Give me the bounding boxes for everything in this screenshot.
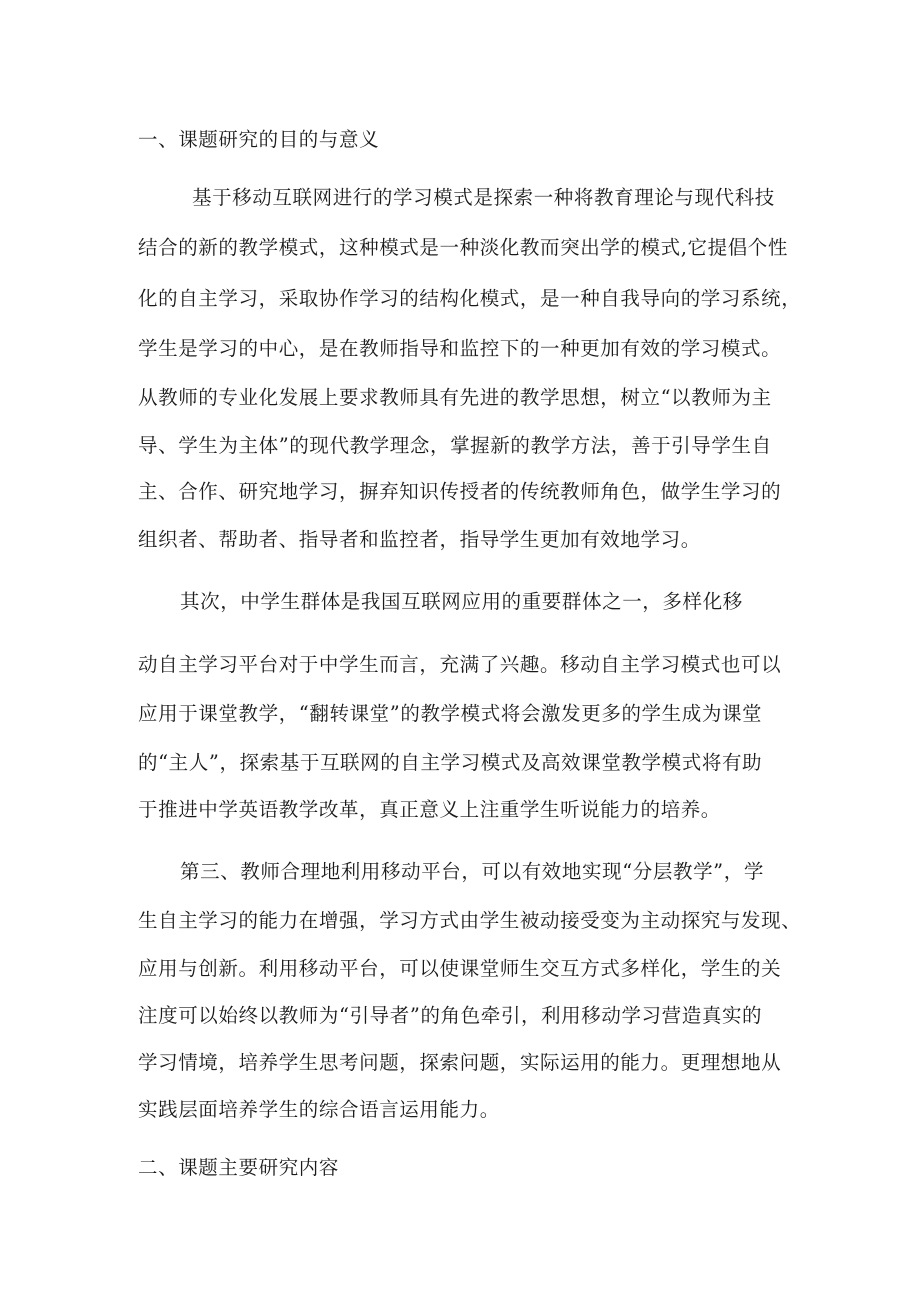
paragraph-line: 化的自主学习，采取协作学习的结构化模式，是一种自我导向的学习系统， bbox=[138, 287, 802, 310]
paragraph-line: 应用于课堂教学，“翻转课堂”的教学模式将会激发更多的学生成为课堂 bbox=[138, 702, 763, 725]
section-heading: 一、课题研究的目的与意义 bbox=[138, 128, 380, 151]
paragraph-line: 组织者、帮助者、指导者和监控者，指导学生更加有效地学习。 bbox=[138, 528, 701, 551]
paragraph-line: 第三、教师合理地利用移动平台，可以有效地实现“分层教学”，学 bbox=[180, 860, 764, 883]
paragraph-line: 于推进中学英语教学改革，真正意义上注重学生听说能力的培养。 bbox=[138, 798, 721, 821]
paragraph-line: 应用与创新。利用移动平台，可以使课堂师生交互方式多样化，学生的关 bbox=[138, 957, 782, 980]
paragraph-line: 其次，中学生群体是我国互联网应用的重要群体之一，多样化移 bbox=[180, 590, 743, 613]
paragraph-line: 基于移动互联网进行的学习模式是探索一种将教育理论与现代科技 bbox=[192, 186, 775, 209]
paragraph-line: 学生是学习的中心，是在教师指导和监控下的一种更加有效的学习模式。 bbox=[138, 337, 782, 360]
paragraph-line: 实践层面培养学生的综合语言运用能力。 bbox=[138, 1098, 500, 1121]
paragraph-line: 学习情境，培养学生思考问题，探索问题，实际运用的能力。更理想地从 bbox=[138, 1051, 782, 1074]
paragraph-line: 导、学生为主体”的现代教学理念，掌握新的教学方法，善于引导学生自 bbox=[138, 434, 772, 457]
paragraph-line: 从教师的专业化发展上要求教师具有先进的教学思想，树立“以教师为主 bbox=[138, 386, 772, 409]
section-heading: 二、课题主要研究内容 bbox=[138, 1156, 340, 1179]
paragraph-line: 生自主学习的能力在增强，学习方式由学生被动接受变为主动探究与发现、 bbox=[138, 909, 802, 932]
paragraph-line: 注度可以始终以教师为“引导者”的角色牵引，利用移动学习营造真实的 bbox=[138, 1004, 763, 1027]
paragraph-line: 结合的新的教学模式，这种模式是一种淡化教而突出学的模式,它提倡个性 bbox=[138, 236, 788, 259]
paragraph-line: 的“主人”，探索基于互联网的自主学习模式及高效课堂教学模式将有助 bbox=[138, 751, 763, 774]
paragraph-line: 主、合作、研究地学习，摒弃知识传授者的传统教师角色，做学生学习的 bbox=[138, 480, 782, 503]
paragraph-line: 动自主学习平台对于中学生而言，充满了兴趣。移动自主学习模式也可以 bbox=[138, 653, 782, 676]
